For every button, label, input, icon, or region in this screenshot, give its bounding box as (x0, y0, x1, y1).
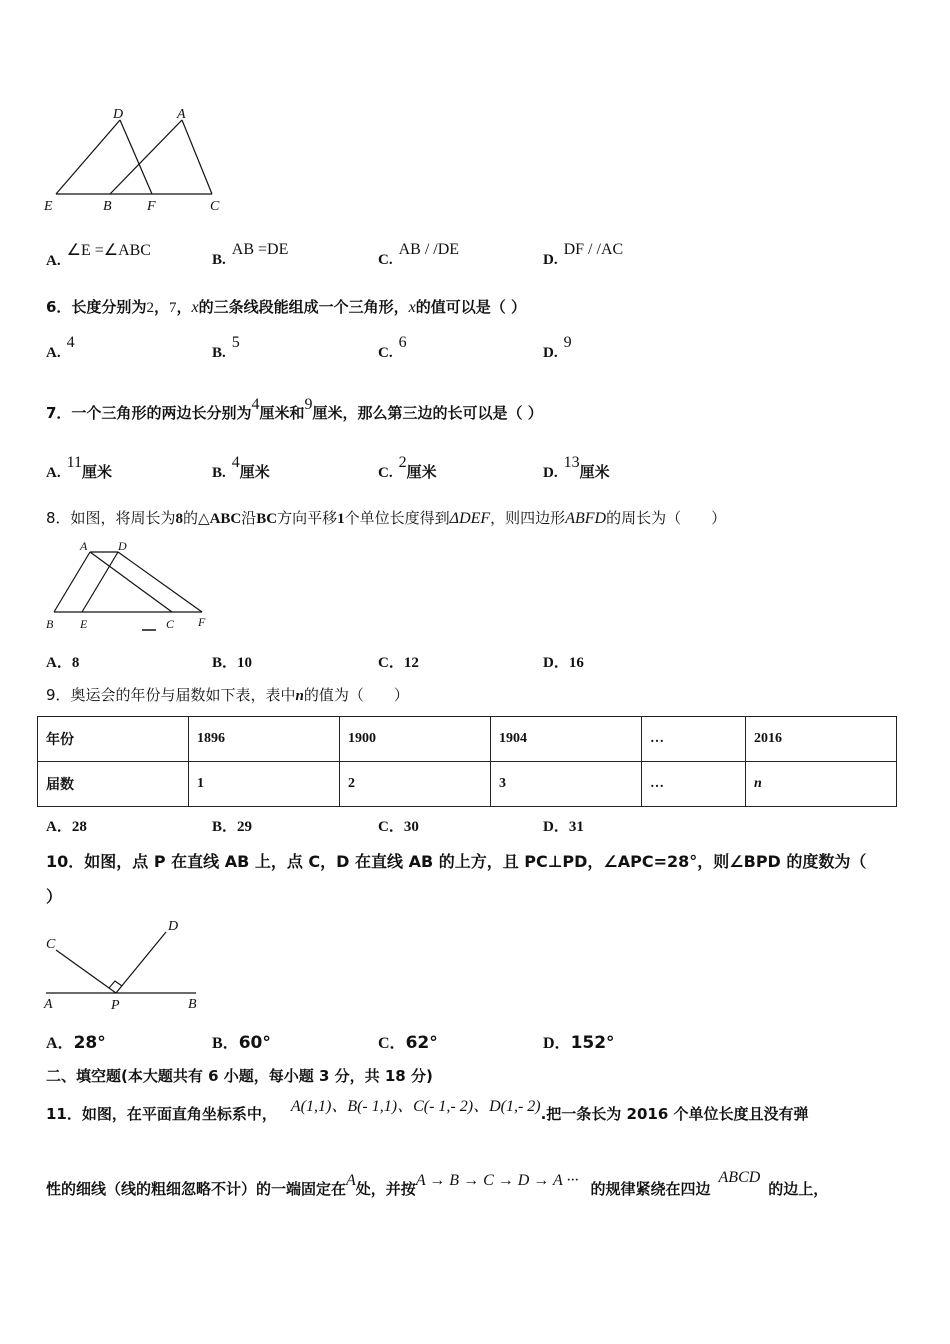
q8-triangle-def: ΔDEF (449, 510, 491, 527)
fig10-ray-PC (56, 950, 116, 993)
fig8-label-F: F (198, 615, 206, 629)
q6-var-x-2: x (408, 299, 416, 316)
fig10-right-angle-mark (109, 981, 122, 988)
olympics-table (37, 716, 897, 807)
q9-option-c-value: 30 (403, 819, 419, 835)
q6-num-2: 7 (168, 300, 177, 316)
fig10-label-A: A (44, 997, 53, 1012)
q8-option-d-value: 16 (568, 655, 584, 671)
q6-num-1: 2 (146, 300, 154, 316)
table-cell: 年份 (38, 717, 189, 762)
q7-option-a-value: 11 (66, 454, 82, 471)
fig5-side-ED (56, 120, 120, 194)
fig8-label-B: B (46, 617, 54, 631)
q9-var-n: n (295, 688, 304, 704)
table-cell: … (641, 762, 745, 807)
fig5-side-AC (182, 120, 212, 194)
q8-option-c-label: C． (378, 655, 404, 671)
q8-option-b-label: B． (212, 655, 238, 671)
q7-num-2: 9 (304, 396, 313, 413)
q9-text-2: 的值为（ ） (303, 686, 409, 704)
q10-option-d[interactable] (543, 1030, 615, 1053)
q10-option-b[interactable] (212, 1030, 271, 1053)
table-cell: 届数 (38, 762, 189, 807)
q7-text-2: 厘米和 (259, 404, 305, 422)
q9-stem (46, 684, 409, 705)
q7-num-1: 4 (251, 396, 260, 413)
q8-text-7: 的周长为（ ） (606, 509, 727, 527)
q11-sequence: A → B → C → D → A ··· (415, 1172, 579, 1189)
fig10-label-C: C (46, 937, 56, 952)
q11-coords: A(1,1)、B(- 1,1)、C(- 1,- 2)、D(1,- 2) (290, 1098, 541, 1115)
q7-option-c[interactable] (378, 454, 437, 482)
fig8-side-BA (54, 552, 90, 612)
q6-text-2: 的三条线段能组成一个三角形， (198, 298, 409, 316)
table-cell: 1 (188, 762, 339, 807)
q5-option-d-label: D. (543, 252, 558, 268)
q9-option-a-value: 28 (71, 819, 87, 835)
table-row (38, 717, 897, 762)
table-row (38, 762, 897, 807)
q8-option-c[interactable] (378, 651, 419, 672)
q10-option-c-label: C． (378, 1035, 406, 1052)
q6-option-d[interactable] (543, 334, 572, 362)
q8-quad-abfd: ABFD (565, 510, 607, 527)
q7-option-b-value: 4 (231, 454, 240, 471)
q8-option-a-value: 8 (71, 655, 80, 671)
fig8-label-C: C (166, 617, 175, 631)
q7-option-d[interactable] (543, 454, 610, 482)
q7-option-b[interactable] (212, 454, 270, 482)
q8-option-b-value: 10 (237, 655, 253, 671)
q7-option-a-unit: 厘米 (82, 463, 113, 481)
q8-text-1: 8．如图，将周长为 (46, 509, 176, 527)
q6-option-d-label: D. (543, 345, 558, 361)
fig10-label-P: P (111, 998, 120, 1013)
fig5-label-B: B (103, 199, 112, 214)
q7-option-a-label: A. (46, 465, 61, 481)
q8-option-d-label: D． (543, 655, 569, 671)
q6-sep-1: ， (153, 298, 169, 316)
fig8-label-D: D (118, 539, 127, 553)
q6-option-c-label: C. (378, 345, 393, 361)
table-cell: n (745, 762, 896, 807)
q9-option-d-value: 31 (568, 819, 584, 835)
table-cell: 1904 (490, 717, 641, 762)
q6-text-3: 的值可以是（ ） (415, 298, 526, 316)
fig5-label-D: D (113, 107, 124, 122)
q8-option-c-value: 12 (403, 655, 419, 671)
q6-text-1: 6．长度分别为 (46, 298, 147, 316)
figure-q5-triangles (40, 104, 240, 216)
fig8-label-A: A (80, 539, 88, 553)
q5-option-b-value: AB =DE (231, 241, 289, 258)
q7-option-b-label: B. (212, 465, 226, 481)
q8-num-2: 1 (337, 511, 345, 527)
q6-sep-2: ， (176, 298, 192, 316)
q6-option-b-value: 5 (231, 334, 240, 351)
fig5-side-BA (110, 120, 182, 194)
q11-text-3: 性的细线（线的粗细忽略不计）的一端固定在 (46, 1180, 347, 1198)
table-cell: 1896 (188, 717, 339, 762)
q10-option-d-value: 152° (570, 1033, 615, 1053)
q7-option-d-unit: 厘米 (579, 463, 610, 481)
table-cell: … (641, 717, 745, 762)
q6-stem (46, 296, 526, 317)
fig8-label-E: E (80, 617, 88, 631)
q10-option-c-value: 62° (405, 1033, 438, 1053)
q7-option-d-label: D. (543, 465, 558, 481)
q8-text-4: 方向平移 (277, 509, 338, 527)
q9-option-d[interactable] (543, 815, 584, 836)
q10-stem-line2: ） (46, 887, 63, 906)
table-cell: 2 (339, 762, 490, 807)
q9-text-1: 9．奥运会的年份与届数如下表，表中 (46, 686, 296, 704)
q6-option-a-label: A. (46, 345, 61, 361)
q5-option-a-label: A. (46, 253, 61, 269)
q11-text-1: 11．如图，在平面直角坐标系中， (46, 1105, 277, 1123)
q7-option-c-label: C. (378, 465, 393, 481)
q9-option-b-value: 29 (237, 819, 253, 835)
figure-q10-angles (40, 914, 210, 1014)
q8-text-6: ，则四边形 (490, 509, 566, 527)
q11-stem-line2 (46, 1169, 829, 1199)
q8-text-3: 沿 (241, 509, 257, 527)
q6-option-a[interactable] (46, 334, 75, 362)
q6-option-a-value: 4 (66, 334, 75, 351)
q5-option-c[interactable] (378, 241, 460, 269)
q5-option-b[interactable] (212, 241, 289, 269)
q10-option-d-label: D． (543, 1035, 571, 1052)
q9-option-c-label: C． (378, 819, 404, 835)
fig5-label-E: E (44, 199, 53, 214)
q5-option-d[interactable] (543, 241, 624, 269)
q6-option-b-label: B. (212, 345, 226, 361)
q9-option-d-label: D． (543, 819, 569, 835)
q7-option-c-unit: 厘米 (406, 463, 437, 481)
q7-text-1: 7．一个三角形的两边长分别为 (46, 404, 252, 422)
q7-option-d-value: 13 (563, 454, 580, 471)
q7-stem (46, 396, 543, 423)
q8-num-1: 8 (175, 511, 184, 527)
fig10-label-B: B (188, 997, 197, 1012)
fig5-label-C: C (210, 199, 220, 214)
q8-option-d[interactable] (543, 651, 584, 672)
q8-stem (46, 507, 726, 528)
q11-quad-abcd: ABCD (718, 1169, 761, 1186)
q11-point-a: A (346, 1172, 356, 1189)
q10-option-b-value: 60° (238, 1033, 271, 1053)
q9-option-b[interactable] (212, 815, 252, 836)
q11-text-2: .把一条长为 2016 个单位长度且没有弹 (540, 1105, 809, 1123)
q5-option-b-label: B. (212, 252, 226, 268)
q7-option-b-unit: 厘米 (239, 463, 270, 481)
q11-stem-line1 (46, 1098, 809, 1124)
q8-option-a-label: A． (46, 655, 72, 671)
section-title-fill-in: 二、填空题(本大题共有 6 小题，每小题 3 分，共 18 分) (46, 1067, 433, 1085)
table-cell: 2016 (745, 717, 896, 762)
q5-option-c-label: C. (378, 252, 393, 268)
q6-option-c[interactable] (378, 334, 407, 362)
q9-option-b-label: B． (212, 819, 238, 835)
q5-option-a-value: ∠E =∠ABC (66, 242, 151, 259)
table-cell: 1900 (339, 717, 490, 762)
fig5-label-F: F (147, 199, 156, 214)
q10-stem-line1: 10．如图，点 P 在直线 AB 上，点 C，D 在直线 AB 的上方，且 PC⊥PD，∠APC=28°，则∠BPD 的度数为（ (46, 852, 867, 871)
fig10-label-D: D (168, 919, 179, 934)
fig8-side-ED (82, 552, 118, 612)
q10-option-a[interactable] (46, 1030, 106, 1053)
table-cell: 3 (490, 762, 641, 807)
q10-option-c[interactable] (378, 1030, 438, 1053)
q10-option-a-label: A． (46, 1035, 74, 1052)
q6-option-c-value: 6 (398, 334, 407, 351)
q7-text-3: 厘米，那么第三边的长可以是（ ） (312, 404, 543, 422)
q10-option-b-label: B． (212, 1035, 239, 1052)
fig5-label-A: A (177, 107, 186, 122)
q11-text-4: 处，并按 (355, 1180, 416, 1198)
q7-option-a[interactable] (46, 454, 113, 482)
q8-text-2: 的 (183, 509, 199, 527)
q8-option-a[interactable] (46, 651, 79, 672)
figure-q8-translation (40, 538, 220, 636)
q6-option-b[interactable] (212, 334, 240, 362)
q9-option-a[interactable] (46, 815, 87, 836)
q9-option-a-label: A． (46, 819, 72, 835)
q8-text-5: 个单位长度得到 (344, 509, 450, 527)
q8-option-b[interactable] (212, 651, 252, 672)
q5-option-a[interactable] (46, 242, 151, 270)
q5-option-d-value: DF / /AC (563, 241, 624, 258)
q8-triangle-abc: △ABC (198, 511, 242, 527)
q10-option-a-value: 28° (73, 1033, 106, 1053)
q11-text-6: 的边上， (768, 1180, 829, 1198)
q6-var-x-1: x (191, 299, 199, 316)
q11-text-5: 的规律紧绕在四边 (590, 1180, 711, 1198)
q6-option-d-value: 9 (563, 334, 572, 351)
q7-option-c-value: 2 (398, 454, 407, 471)
q8-bc: BC (256, 511, 278, 527)
q5-option-c-value: AB / /DE (398, 241, 460, 258)
fig5-side-DF (120, 120, 152, 194)
fig10-ray-PD (116, 932, 166, 993)
q9-option-c[interactable] (378, 815, 419, 836)
